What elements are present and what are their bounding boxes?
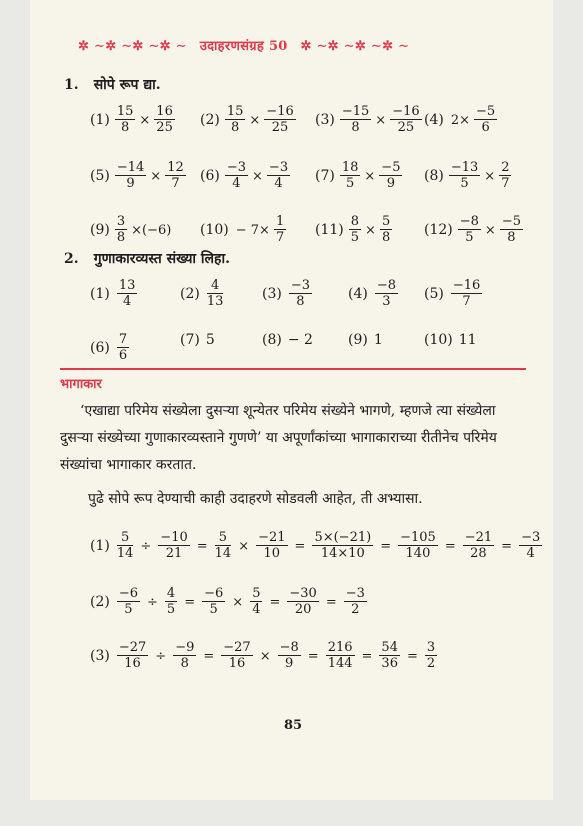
numerator: −8 — [376, 278, 397, 293]
numerator: 3 — [426, 640, 436, 655]
q2-item — [90, 332, 130, 363]
numerator: −8 — [459, 214, 479, 229]
denominator: 5 — [460, 176, 469, 191]
denominator: 8 — [351, 120, 360, 135]
term-fraction — [256, 530, 287, 561]
numerator: −3 — [268, 160, 289, 175]
operator: × — [484, 168, 496, 184]
second-fraction — [499, 160, 511, 191]
worked-example — [90, 640, 438, 671]
numerator: 1 — [275, 214, 285, 229]
exercise-header — [78, 36, 409, 54]
q1-item — [424, 104, 498, 135]
numerator: −5 — [381, 160, 401, 175]
denominator: 14 — [214, 546, 232, 561]
term-fraction — [287, 586, 318, 617]
q2-item — [180, 332, 215, 348]
reciprocal-fraction — [117, 332, 129, 363]
reciprocal-fraction — [451, 278, 482, 309]
operator: = — [269, 594, 281, 610]
term-fraction — [165, 586, 177, 617]
q2-item — [262, 278, 313, 309]
item-label: (11) — [315, 221, 344, 238]
item-label: (10) — [424, 332, 453, 348]
prefix-term: 2× — [450, 112, 471, 128]
example-label: (2) — [90, 593, 110, 610]
q1-item — [200, 104, 297, 135]
term-fraction — [117, 586, 140, 617]
denominator: 16 — [124, 656, 141, 671]
numerator: 16 — [156, 104, 173, 119]
denominator: 7 — [462, 294, 471, 309]
operator: × — [259, 648, 271, 664]
denominator: 21 — [165, 546, 183, 561]
q2-item — [424, 332, 477, 348]
numerator: −21 — [464, 530, 493, 545]
first-fraction — [340, 104, 371, 135]
operator: × — [232, 594, 244, 610]
reciprocal-fraction — [375, 278, 398, 309]
numerator: −27 — [223, 640, 251, 655]
numerator: 2 — [501, 160, 510, 175]
item-label: (9) — [90, 221, 110, 238]
denominator: 13 — [206, 294, 224, 309]
example-label: (3) — [90, 647, 110, 664]
section-title: भागाकार — [60, 377, 102, 392]
numerator: 54 — [381, 640, 398, 655]
denominator: 7 — [501, 176, 510, 191]
item-label: (2) — [200, 111, 220, 128]
item-label: (8) — [424, 167, 444, 184]
operator: ÷ — [140, 538, 152, 554]
reciprocal-fraction — [207, 278, 224, 309]
denominator: 8 — [507, 230, 516, 245]
denominator: 8 — [296, 294, 305, 309]
second-fraction — [154, 104, 175, 135]
denominator: 10 — [263, 546, 281, 561]
term-fraction — [117, 640, 148, 671]
value: 1 — [373, 332, 383, 348]
term-fraction — [202, 586, 225, 617]
item-label: (1) — [90, 111, 110, 128]
first-fraction — [115, 214, 127, 245]
item-label: (9) — [348, 332, 368, 348]
question-2-text: गुणाकारव्यस्त संख्या लिहा. — [93, 251, 230, 267]
numerator: 4 — [166, 586, 176, 601]
term-fraction — [463, 530, 494, 561]
numerator: 13 — [118, 278, 136, 293]
first-fraction — [458, 214, 481, 245]
first-fraction — [340, 160, 361, 191]
denominator: 144 — [327, 656, 353, 671]
numerator: −30 — [289, 586, 317, 601]
denominator: 9 — [285, 656, 294, 671]
second-fraction — [264, 104, 295, 135]
second-fraction — [379, 160, 402, 191]
first-fraction — [225, 104, 246, 135]
operator: = — [184, 594, 196, 610]
item-label: (3) — [315, 111, 335, 128]
term-fraction — [344, 586, 367, 617]
numerator: 5 — [381, 214, 391, 229]
q1-item — [424, 214, 524, 245]
operator: = — [361, 648, 373, 664]
numerator: −3 — [290, 278, 311, 293]
operator: = — [501, 538, 513, 554]
q2-item — [348, 278, 399, 309]
denominator: 2 — [351, 602, 360, 617]
denominator: 8 — [120, 120, 130, 135]
denominator: 5 — [166, 602, 176, 617]
item-label: (1) — [90, 285, 110, 302]
item-label: (6) — [200, 167, 220, 184]
value: − 2 — [287, 332, 313, 348]
numerator: −6 — [118, 586, 139, 601]
operator: = — [196, 538, 208, 554]
numerator: 5 — [215, 530, 232, 546]
term-fraction — [173, 640, 196, 671]
second-fraction — [165, 160, 186, 191]
operator: = — [203, 648, 215, 664]
example-label: (1) — [90, 537, 110, 554]
operator: × — [249, 112, 261, 128]
value: 5 — [205, 332, 215, 348]
q1-item — [200, 160, 291, 191]
denominator: 28 — [470, 546, 487, 561]
numerator: −5 — [476, 104, 496, 119]
term-fraction — [278, 640, 301, 671]
operator: × — [364, 168, 376, 184]
q1-item — [90, 104, 176, 135]
numerator: 5 — [252, 586, 261, 601]
prefix-term: − 7× — [235, 222, 270, 238]
denominator: 5 — [345, 176, 355, 191]
first-fraction — [225, 160, 248, 191]
denominator: 25 — [156, 120, 173, 135]
q2-item — [262, 332, 313, 348]
numerator: 5×(−21) — [314, 530, 372, 545]
second-fraction — [390, 104, 421, 135]
numerator: 5 — [117, 530, 134, 546]
denominator: 6 — [118, 348, 128, 363]
denominator: 36 — [381, 656, 398, 671]
exercise-title: उदाहरणसंग्रह 50 — [199, 39, 288, 54]
q1-item — [315, 104, 423, 135]
item-label: (2) — [180, 285, 200, 302]
numerator: −10 — [160, 530, 188, 545]
division-rule-paragraph: ‘एखाद्या परिमेय संख्येला दुसऱ्या शून्येतर परिमेय संख्येने भागणे, म्हणजे त्या संख्येला दुसऱ्या संख्येच्या गुणाकारव्यस्ताने गुणणे’ या अपूर्णांकांच्या भागाकाराच्या रीतीनेच परिमेय संख्यांचा भागाकार करतात. — [60, 403, 497, 473]
numerator: −3 — [226, 160, 247, 175]
denominator: 9 — [386, 176, 396, 191]
worked-example — [90, 530, 543, 561]
numerator: 4 — [207, 278, 224, 294]
term-fraction — [379, 640, 400, 671]
numerator: −27 — [118, 640, 147, 655]
first-fraction — [349, 214, 361, 245]
item-label: (5) — [90, 167, 110, 184]
item-label: (3) — [262, 285, 282, 302]
value: 11 — [458, 332, 477, 348]
denominator: 5 — [124, 602, 133, 617]
numerator: −5 — [501, 214, 521, 229]
worked-example — [90, 586, 368, 617]
denominator: 9 — [126, 176, 135, 191]
denominator: 8 — [230, 120, 240, 135]
second-fraction — [274, 214, 286, 245]
term-fraction — [215, 530, 232, 561]
first-fraction — [115, 160, 146, 191]
item-label: (4) — [348, 285, 368, 302]
term-fraction — [519, 530, 542, 561]
section-divider — [60, 368, 526, 370]
operator: = — [307, 648, 319, 664]
denominator: 14×10 — [320, 546, 365, 561]
numerator: −21 — [258, 530, 286, 545]
operator: ÷ — [155, 648, 167, 664]
operator: × — [365, 222, 376, 238]
denominator: 16 — [228, 656, 246, 671]
numerator: −13 — [450, 160, 479, 175]
operator: × — [484, 222, 496, 238]
operator: = — [444, 538, 456, 554]
question-1-number: 1. — [64, 77, 79, 93]
item-label: (4) — [424, 111, 444, 128]
term-fraction — [158, 530, 189, 561]
denominator: 5 — [209, 602, 218, 617]
item-label: (7) — [180, 332, 200, 348]
question-2-number: 2. — [64, 251, 79, 267]
q1-item — [424, 160, 512, 191]
denominator: 14 — [116, 546, 134, 561]
term-fraction — [250, 586, 262, 617]
operator: ÷ — [147, 594, 158, 610]
numerator: −16 — [266, 104, 294, 119]
item-label: (5) — [424, 285, 444, 302]
numerator: −3 — [521, 530, 541, 545]
question-1-heading — [64, 74, 161, 94]
question-1-text: सोपे रूप द्या. — [93, 77, 161, 93]
numerator: −3 — [345, 586, 365, 601]
numerator: −9 — [175, 640, 195, 655]
second-fraction — [474, 104, 497, 135]
operator: = — [406, 648, 418, 664]
operator: × — [150, 168, 162, 184]
operator: × — [375, 112, 387, 128]
page-number: 85 — [284, 718, 303, 733]
operator: = — [294, 538, 306, 554]
q2-item — [90, 278, 138, 309]
postfix-term: ×(−6) — [131, 222, 172, 238]
denominator: 7 — [171, 176, 180, 191]
first-fraction — [449, 160, 480, 191]
numerator: 15 — [226, 104, 244, 119]
q1-item — [90, 160, 187, 191]
denominator: 4 — [232, 176, 241, 191]
term-fraction — [398, 530, 438, 561]
item-label: (10) — [200, 221, 229, 238]
numerator: 12 — [167, 160, 184, 175]
denominator: 8 — [180, 656, 189, 671]
numerator: 7 — [118, 332, 128, 347]
denominator: 5 — [350, 230, 360, 245]
question-2-heading — [64, 248, 230, 268]
header-right-decoration: ✲ ∼✲ ∼✲ ∼✲ ∼ — [300, 39, 410, 54]
numerator: 15 — [116, 104, 134, 119]
numerator: −8 — [279, 640, 299, 655]
numerator: −16 — [392, 104, 420, 119]
operator: × — [139, 112, 151, 128]
denominator: 3 — [382, 294, 391, 309]
numerator: −15 — [341, 104, 370, 119]
denominator: 4 — [252, 602, 261, 617]
item-label: (8) — [262, 332, 282, 348]
denominator: 20 — [294, 602, 312, 617]
denominator: 140 — [405, 546, 431, 561]
term-fraction — [221, 640, 252, 671]
q1-item — [90, 214, 174, 245]
denominator: 4 — [122, 294, 132, 309]
numerator: 3 — [116, 214, 126, 229]
reciprocal-fraction — [289, 278, 312, 309]
numerator: −105 — [400, 530, 436, 545]
denominator: 2 — [426, 656, 436, 671]
numerator: −6 — [204, 586, 224, 601]
denominator: 8 — [381, 230, 391, 245]
denominator: 25 — [397, 120, 415, 135]
term-fraction — [425, 640, 437, 671]
second-fraction — [500, 214, 523, 245]
q2-item — [424, 278, 483, 309]
denominator: 5 — [465, 230, 474, 245]
item-label: (7) — [315, 167, 335, 184]
numerator: 18 — [341, 160, 359, 175]
second-fraction — [267, 160, 290, 191]
numerator: 216 — [327, 640, 353, 655]
term-fraction — [117, 530, 134, 561]
first-fraction — [115, 104, 136, 135]
operator: × — [238, 538, 250, 554]
denominator: 7 — [275, 230, 285, 245]
operator: = — [325, 594, 337, 610]
term-fraction — [326, 640, 355, 671]
term-fraction — [312, 530, 373, 561]
denominator: 25 — [271, 120, 289, 135]
denominator: 8 — [116, 230, 126, 245]
numerator: 8 — [350, 214, 360, 229]
denominator: 4 — [526, 546, 535, 561]
denominator: 4 — [274, 176, 283, 191]
q2-item — [180, 278, 224, 309]
reciprocal-fraction — [117, 278, 138, 309]
book-page — [30, 0, 553, 800]
numerator: −14 — [116, 160, 145, 175]
q2-item — [348, 332, 383, 348]
operator: × — [252, 168, 263, 184]
item-label: (6) — [90, 339, 110, 356]
examples-intro: पुढे सोपे रूप देण्याची काही उदाहरणे सोडवली आहेत, ती अभ्यासा. — [88, 491, 423, 507]
header-left-decoration: ✲ ∼✲ ∼✲ ∼✲ ∼ — [78, 39, 187, 54]
q1-item — [315, 214, 393, 245]
q1-item — [315, 160, 403, 191]
operator: = — [380, 538, 392, 554]
denominator: 6 — [481, 120, 490, 135]
item-label: (12) — [424, 221, 453, 238]
q1-item — [200, 214, 287, 245]
second-fraction — [380, 214, 392, 245]
numerator: −16 — [452, 278, 481, 293]
